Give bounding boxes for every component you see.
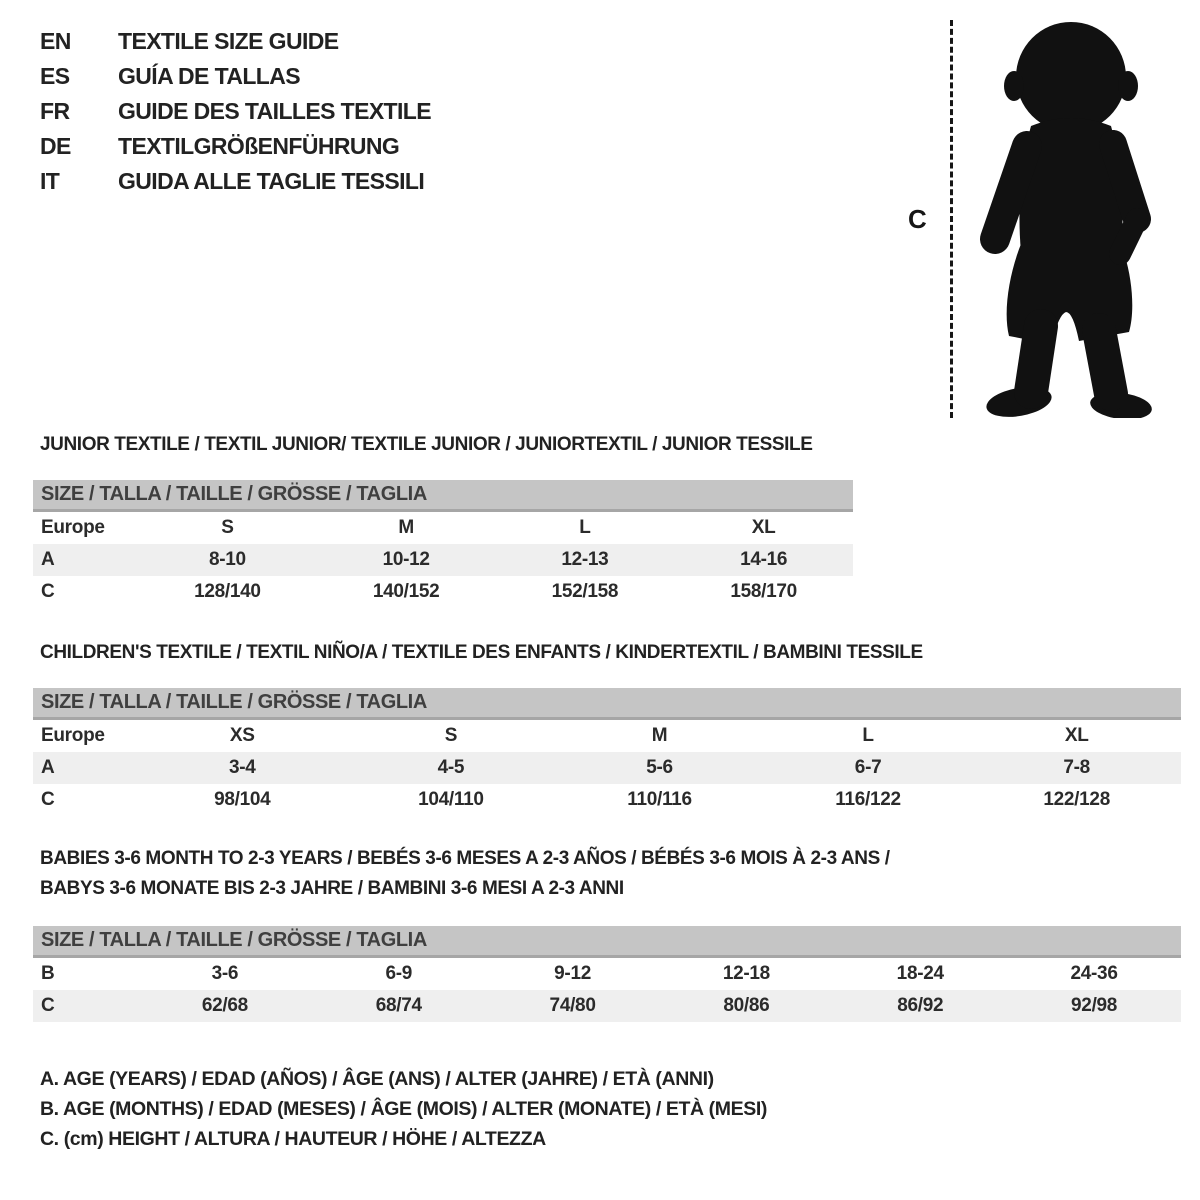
height-measure-dashed-line — [950, 20, 953, 418]
cell-value: 10-12 — [382, 549, 430, 570]
cell-value: 6-9 — [385, 963, 413, 984]
language-row — [40, 24, 431, 59]
cell-value: 8-10 — [208, 549, 246, 570]
language-title: GUIDE DES TAILLES TEXTILE — [118, 98, 431, 124]
cell-value: 4-5 — [437, 757, 465, 778]
cell-value: 62/68 — [201, 995, 248, 1016]
cell-value: L — [862, 725, 874, 746]
cell-value: 5-6 — [646, 757, 673, 778]
height-measure-label: C — [908, 204, 927, 234]
language-row — [40, 94, 431, 129]
cell-value: 74/80 — [549, 995, 596, 1016]
section-title-children: CHILDREN'S TEXTILE / TEXTIL NIÑO/A / TEXTILE DES ENFANTS / KINDERTEXTIL / BAMBINI TESSILE — [40, 642, 923, 663]
cell-value: 80/86 — [723, 995, 770, 1016]
row-label: A — [41, 549, 55, 570]
table-row — [33, 784, 1181, 816]
cell-value: 86/92 — [897, 995, 944, 1016]
language-code: DE — [40, 133, 71, 159]
row-label: C — [41, 581, 55, 602]
table-row — [33, 512, 853, 544]
size-table-junior — [33, 480, 853, 608]
cell-value: M — [398, 517, 414, 538]
cell-value: 158/170 — [730, 581, 797, 602]
cell-value: 3-6 — [211, 963, 239, 984]
toddler-silhouette-icon — [963, 14, 1173, 418]
size-table-babies — [33, 926, 1181, 1022]
cell-value: XS — [229, 725, 255, 746]
language-row — [40, 129, 431, 164]
cell-value: XL — [1064, 725, 1089, 746]
table-row — [33, 958, 1181, 990]
table-row — [33, 990, 1181, 1022]
row-label: C — [41, 995, 55, 1016]
section-title-line: BABYS 3-6 MONATE BIS 2-3 JAHRE / BAMBINI 3-6 MESI A 2-3 ANNI — [40, 878, 624, 899]
cell-value: 9-12 — [554, 963, 591, 984]
language-list — [40, 24, 431, 199]
cell-value: 110/116 — [627, 789, 692, 810]
section-title-babies — [40, 844, 890, 904]
language-row — [40, 164, 431, 199]
cell-value: S — [444, 725, 458, 746]
cell-value: 7-8 — [1063, 757, 1090, 778]
section-title-line: BABIES 3-6 MONTH TO 2-3 YEARS / BEBÉS 3-6 MESES A 2-3 AÑOS / BÉBÉS 3-6 MOIS À 2-3 ANS / — [40, 848, 890, 869]
language-title: GUÍA DE TALLAS — [118, 63, 300, 89]
legend — [40, 1068, 767, 1158]
row-label: Europe — [41, 517, 105, 538]
cell-value: XL — [751, 517, 776, 538]
cell-value: 12-18 — [722, 963, 770, 984]
section-title-junior: JUNIOR TEXTILE / TEXTIL JUNIOR/ TEXTILE JUNIOR / JUNIORTEXTIL / JUNIOR TESSILE — [40, 434, 813, 455]
language-code: IT — [40, 168, 60, 194]
table-row — [33, 576, 853, 608]
language-code: EN — [40, 28, 71, 54]
cell-value: 68/74 — [375, 995, 422, 1016]
cell-value: S — [221, 517, 234, 538]
cell-value: 92/98 — [1071, 995, 1118, 1016]
language-row — [40, 59, 431, 94]
legend-line-age-months: B. AGE (MONTHS) / EDAD (MESES) / ÂGE (MOIS) / ALTER (MONATE) / ETÀ (MESI) — [40, 1098, 767, 1120]
legend-line-height-cm: C. (cm) HEIGHT / ALTURA / HAUTEUR / HÖHE / ALTEZZA — [40, 1128, 546, 1150]
cell-value: 12-13 — [561, 549, 609, 570]
table-row — [33, 752, 1181, 784]
table-size-header: SIZE / TALLA / TAILLE / GRÖSSE / TAGLIA — [33, 688, 1181, 720]
cell-value: 3-4 — [229, 757, 256, 778]
table-row — [33, 720, 1181, 752]
language-title: TEXTILE SIZE GUIDE — [118, 28, 339, 54]
language-code: ES — [40, 63, 70, 89]
cell-value: 104/110 — [418, 789, 484, 810]
cell-value: 24-36 — [1070, 963, 1118, 984]
row-label: A — [41, 757, 55, 778]
table-size-header: SIZE / TALLA / TAILLE / GRÖSSE / TAGLIA — [33, 926, 1181, 958]
language-title: GUIDA ALLE TAGLIE TESSILI — [118, 168, 425, 194]
language-code: FR — [40, 98, 70, 124]
cell-value: 116/122 — [835, 789, 901, 810]
row-label: B — [41, 963, 55, 984]
cell-value: 98/104 — [214, 789, 271, 810]
cell-value: 14-16 — [740, 549, 788, 570]
row-label: C — [41, 789, 55, 810]
language-title: TEXTILGRÖßENFÜHRUNG — [118, 133, 400, 159]
cell-value: 6-7 — [854, 757, 882, 778]
row-label: Europe — [41, 725, 105, 746]
cell-value: 128/140 — [194, 581, 261, 602]
cell-value: 18-24 — [896, 963, 944, 984]
cell-value: 122/128 — [1043, 789, 1110, 810]
legend-line-age-years: A. AGE (YEARS) / EDAD (AÑOS) / ÂGE (ANS) / ALTER (JAHRE) / ETÀ (ANNI) — [40, 1068, 714, 1090]
size-table-children — [33, 688, 1181, 816]
table-size-header: SIZE / TALLA / TAILLE / GRÖSSE / TAGLIA — [33, 480, 853, 512]
table-row — [33, 544, 853, 576]
cell-value: 152/158 — [551, 581, 619, 602]
cell-value: L — [579, 517, 591, 538]
cell-value: 140/152 — [372, 581, 440, 602]
cell-value: M — [651, 725, 668, 746]
